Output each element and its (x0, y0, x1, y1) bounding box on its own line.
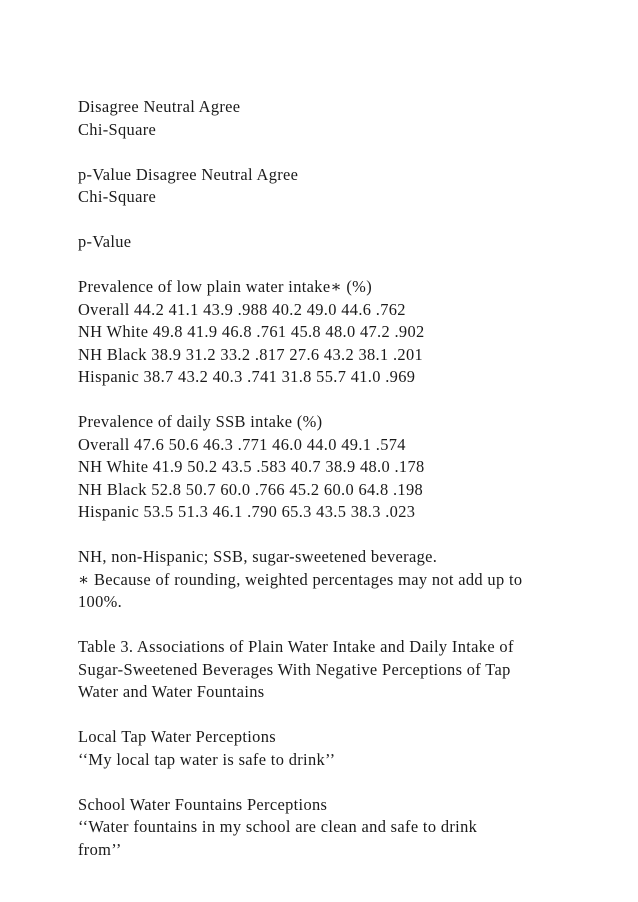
table-row: Hispanic 38.7 43.2 40.3 .741 31.8 55.7 41.0 .969 (78, 367, 416, 386)
fountain-section (78, 794, 618, 862)
low-water-section (78, 276, 618, 389)
table-row: NH White 49.8 41.9 46.8 .761 45.8 48.0 47.2 .902 (78, 322, 425, 341)
quote-text: from’’ (78, 839, 122, 859)
table-row: Overall 47.6 50.6 46.3 .771 46.0 44.0 49.1 .574 (78, 434, 406, 454)
caption-line: Sugar-Sweetened Beverages With Negative Perceptions of Tap (78, 659, 511, 679)
section-title: Prevalence of daily SSB intake (%) (78, 412, 323, 431)
column-header-line: Disagree Neutral Agree (78, 97, 241, 116)
pvalue-label: p-Value (78, 232, 132, 251)
table-row: NH White 41.9 50.2 43.5 .583 40.7 38.9 48.0 .178 (78, 457, 425, 476)
section-title: School Water Fountains Perceptions (78, 794, 328, 814)
caption-line: Table 3. Associations of Plain Water Intake and Daily Intake of (78, 637, 514, 656)
quote-text: ‘‘My local tap water is safe to drink’’ (78, 749, 336, 769)
footnotes (78, 546, 618, 614)
table-row: NH Black 52.8 50.7 60.0 .766 45.2 60.0 64.8 .198 (78, 479, 424, 499)
column-header-block-2 (78, 164, 618, 209)
table-row: Overall 44.2 41.1 43.9 .988 40.2 49.0 44.6 .762 (78, 299, 406, 319)
caption-line: Water and Water Fountains (78, 682, 265, 701)
column-header-line: p-Value Disagree Neutral Agree (78, 164, 299, 184)
pvalue-label-block (78, 231, 618, 254)
rounding-note: ∗ Because of rounding, weighted percentages may not add up to (78, 569, 523, 589)
column-header-line: Chi-Square (78, 187, 157, 206)
tap-water-section (78, 726, 618, 771)
section-title: Prevalence of low plain water intake∗ (%) (78, 277, 372, 296)
table3-caption (78, 636, 618, 704)
column-header-line: Chi-Square (78, 119, 157, 139)
section-title: Local Tap Water Perceptions (78, 727, 276, 746)
table-row: Hispanic 53.5 51.3 46.1 .790 65.3 43.5 38.3 .023 (78, 502, 416, 521)
abbreviation-note: NH, non-Hispanic; SSB, sugar-sweetened beverage. (78, 547, 438, 566)
column-header-block (78, 96, 618, 141)
quote-text: ‘‘Water fountains in my school are clean and safe to drink (78, 817, 478, 836)
document-page (78, 96, 618, 884)
rounding-note: 100%. (78, 592, 123, 611)
table-row: NH Black 38.9 31.2 33.2 .817 27.6 43.2 38.1 .201 (78, 344, 424, 364)
ssb-section (78, 411, 618, 524)
